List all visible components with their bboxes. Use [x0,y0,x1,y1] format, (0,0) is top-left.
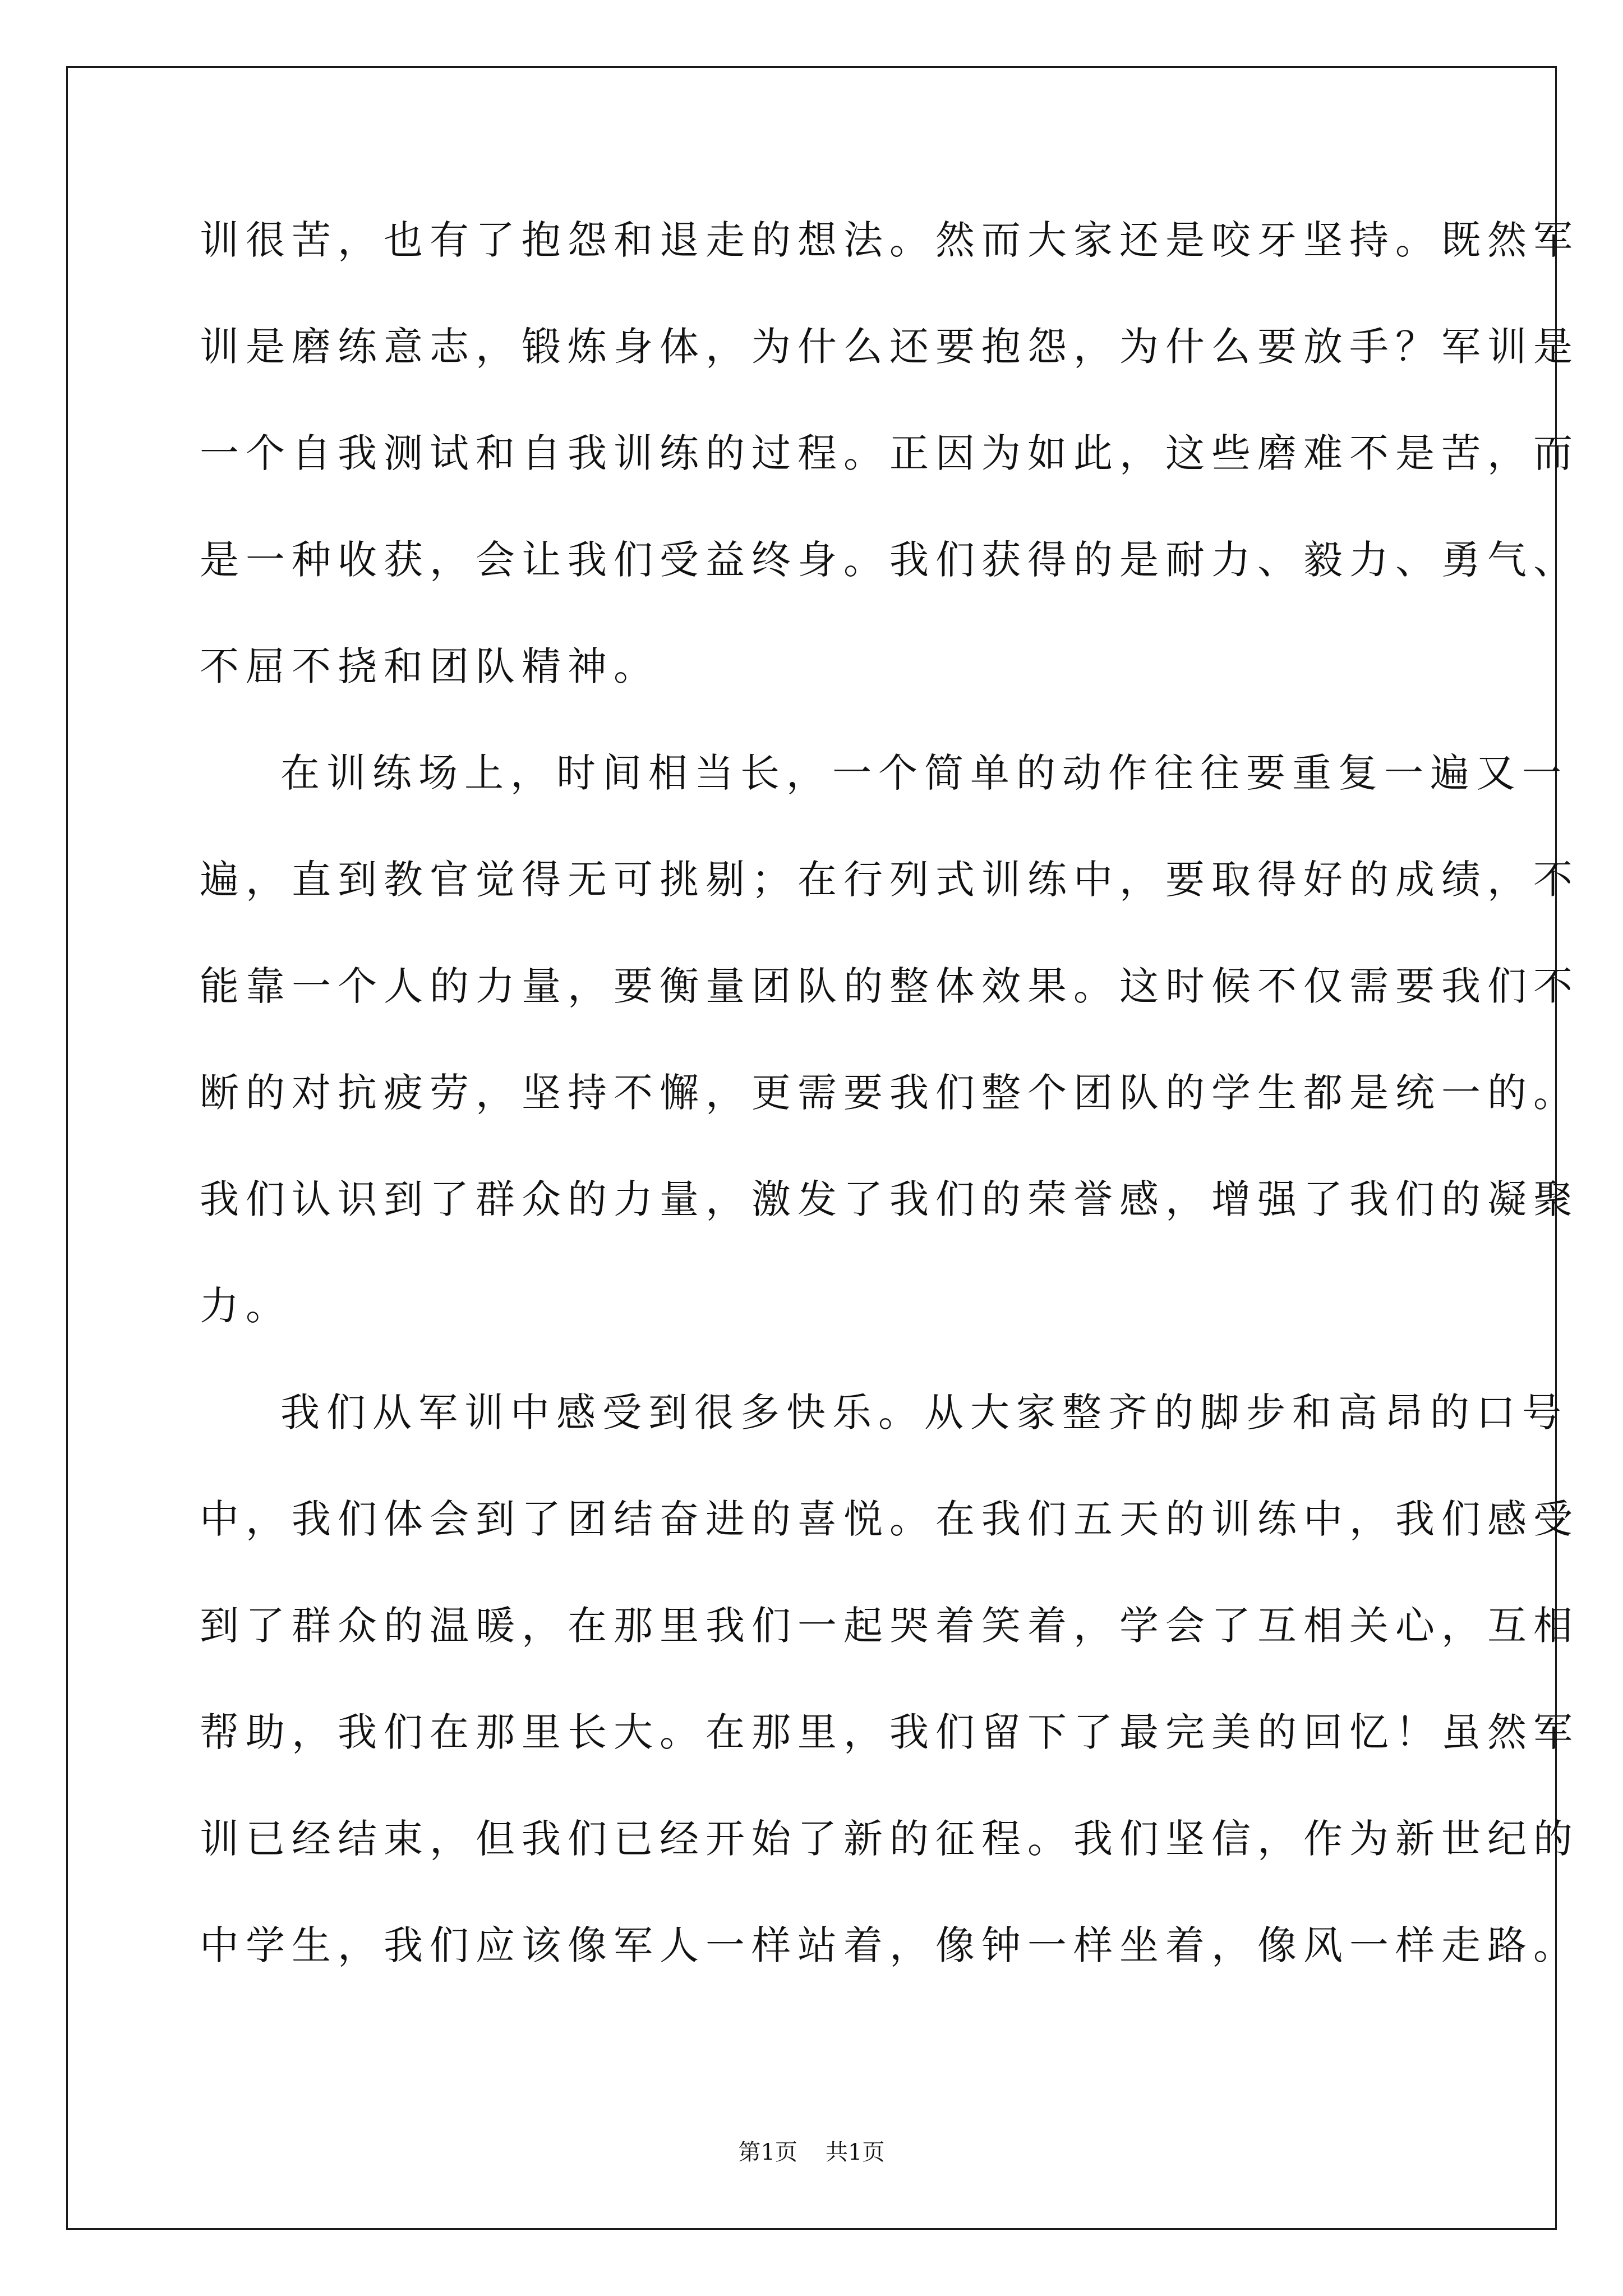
text-line: 能靠一个人的力量，要衡量团队的整体效果。这时候不仅需要我们不 [200,963,1579,1009]
text-line: 遍，直到教官觉得无可挑剔；在行列式训练中，要取得好的成绩，不 [200,857,1579,903]
page-footer [0,2134,1623,2166]
page-number-total: 共1页 [826,2139,885,2165]
text-line: 是一种收获，会让我们受益终身。我们获得的是耐力、毅力、勇气、 [200,537,1579,583]
text-line: 我们认识到了群众的力量，激发了我们的荣誉感，增强了我们的凝聚 [200,1176,1579,1222]
text-line: 断的对抗疲劳，坚持不懈，更需要我们整个团队的学生都是统一的。 [200,1070,1579,1116]
text-line: 中学生，我们应该像军人一样站着，像钟一样坐着，像风一样走路。 [200,1922,1579,1968]
text-line: 我们从军训中感受到很多快乐。从大家整齐的脚步和高昂的口号 [280,1389,1568,1435]
paragraph-1 [200,209,1579,742]
text-line: 训是磨练意志，锻炼身体，为什么还要抱怨，为什么要放手？军训是 [200,324,1579,370]
paragraph-3 [200,1382,1579,2021]
text-line: 训很苦，也有了抱怨和退走的想法。然而大家还是咬牙坚持。既然军 [200,217,1579,263]
text-line: 中，我们体会到了团结奋进的喜悦。在我们五天的训练中，我们感受 [200,1496,1579,1542]
text-line: 在训练场上，时间相当长，一个简单的动作往往要重复一遍又一 [280,750,1568,796]
text-line: 训已经结束，但我们已经开始了新的征程。我们坚信，作为新世纪的 [200,1816,1579,1862]
document-body [200,209,1579,2021]
text-line: 到了群众的温暖，在那里我们一起哭着笑着，学会了互相关心，互相 [200,1603,1579,1649]
paragraph-2 [200,742,1579,1382]
text-line: 不屈不挠和团队精神。 [200,643,660,689]
page-number-current: 第1页 [738,2139,797,2165]
text-line: 帮助，我们在那里长大。在那里，我们留下了最完美的回忆！虽然军 [200,1709,1579,1755]
text-line: 一个自我测试和自我训练的过程。正因为如此，这些磨难不是苦，而 [200,430,1579,476]
text-line: 力。 [200,1283,292,1329]
